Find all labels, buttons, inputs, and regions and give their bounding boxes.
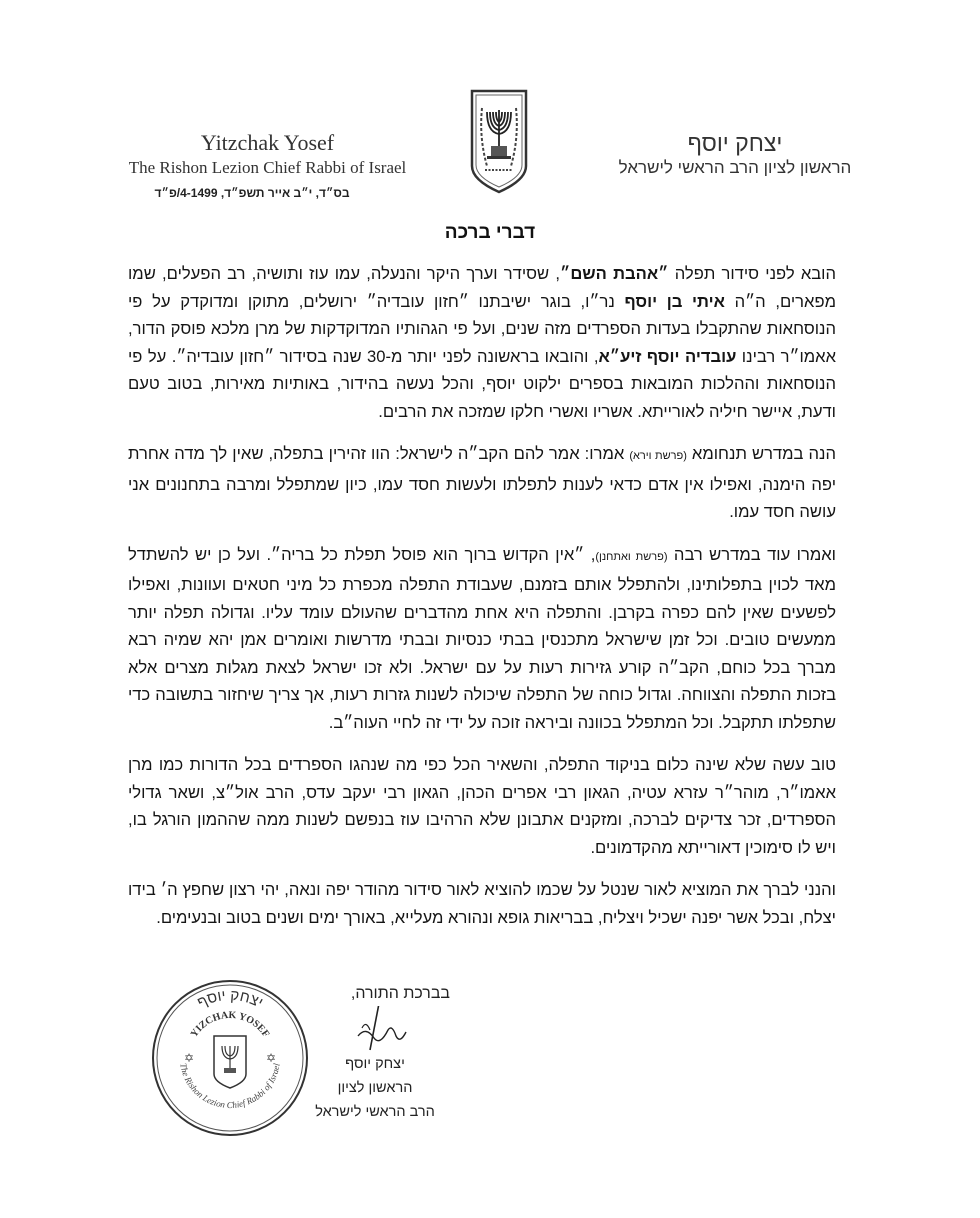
body-paragraph: הובא לפני סידור תפלה ״אהבת השם״, שסידר וערך היקר והנעלה, עמו עוז ותושיה, רב הפעלים, שמו מפארים, ה״ה איתי בן יוסף נר״ו, בוגר ישיבתנו ״חזון עובדיה״ ירושלים, מתוקן ומדוקדק על פי הנוסחאות שהתקבלו בעדות הספרדים מזה שנים, ועל פי הגהותיו המדוקדקות של מרן מלכא פוסק הדור, אאמו״ר רבינו עובדיה יוסף זיע״א, והובאו בראשונה לפני יותר מ-30 שנה בסידור ״חזון עובדיה״. על פי הנוסחאות וההלכות המובאות בספרים ילקוט יוסף, והכל נעשה בהידור, באותיות מאירות, בטוב טעם ודעת, איישר חיליה לאורייתא. אשריו ואשרי חלקו שמזכה את הרבים. [128,264,837,421]
svg-text:יצחק יוסף [195,987,266,1012]
svg-text:✡: ✡ [266,1051,277,1065]
letter-body [128,260,836,946]
body-paragraph: ואמרו עוד במדרש רבה (פרשת ואתחנן), ״אין הקדוש ברוך הוא פוסל תפלת כל בריה״. ועל כן יש להשתדל מאד לכוין בתפלותינו, ולהתפלל אותם בזמנם, שעבודת התפלה מכפרת כל מיני חטאים ועוונות, ואפילו לפשעים שאין להם כפרה בקרבן. והתפלה היא אחת מהדברים שהעולם עומד עליו. וגדולה תפלה יותר ממעשים טובים. וכל זמן שישראל מתכנסין בבתי כנסיות ובבתי מדרשות ואומרים אמן יהא שמיה רבא מברך בכל כוחם, הקב״ה קורע גזירות רעות על עם ישראל. ולא זכו ישראל לצאת מגלות מצרים אלא בזכות התפלה והצווחה. וגדול כוחה של התפלה שיכולה לשנות גזרות רעות, אך צריך שיחזור בתשובה כדי שתפלתו תתקבל. וכל המתפלל בכוונה וביראה זוכה על ידי זה לחיי העוה״ב. [128,544,836,732]
english-letterhead [110,130,425,178]
body-paragraph: הנה במדרש תנחומא (פרשת וירא) אמרו: אמר להם הקב״ה לישראל: הוו זהירין בתפלה, שאין לך מדה אחרת יפה הימנה, ואפילו אין אדם כדאי לענות לתפלתו ולעשות חסד עמו, כיון שמתפלל ומרבה בתחנונים אני עושה חסד עמו. [128,444,836,521]
svg-text:✡: ✡ [184,1051,195,1065]
signatory-title-1: הראשון לציון [337,1080,413,1096]
stamp-hebrew-name: יצחק יוסף [194,986,266,1012]
letterhead [0,88,980,198]
svg-text:The Rishon Lezion Chief Rabbi: The Rishon Lezion Chief Rabbi of Israel [178,1062,282,1111]
body-paragraph: טוב עשה שלא שינה כלום בניקוד התפלה, והשאיר הכל כפי מה שנהגו הספרדים בכל הדורות כמו מרן אאמו״ר, מוהר״ר עזרא עטיה, הגאון רבי אפרים הכהן, הגאון רבי יעקב עדס, הרב אול״צ, ושאר גדולי הספרדים, זכר צדיקים לברכה, ומזקנים אתבונן שלא הרהיבו עוז בנפשם לשנות ממה שההמון הורגל בו, ויש לו סימוכין דאורייתא מהקדמונים. [128,755,836,857]
english-name: Yitzchak Yosef [200,130,335,155]
hebrew-title: הראשון לציון הרב הראשי לישראל [618,158,852,177]
body-paragraph: והנני לברך את המוציא לאור שנטל על שכמו להוציא לאור סידור מהודר יפה ונאה, יהי רצון שחפץ ה׳ בידו יצלח, ובכל אשר יפנה ישכיל ויצליח, בבריאות גופא ונהורא מעלייא, באורך ימים ושנים בטוב ובנעימים. [128,880,836,927]
handwritten-signature-icon [300,1006,450,1052]
hebrew-name: יצחק יוסף [687,130,783,156]
official-stamp [150,978,310,1138]
signatory-name: יצחק יוסף [345,1056,405,1072]
closing-greeting: בברכת התורה, [350,985,450,1002]
reference-line: בס״ד, י״ב אייר תשפ״ד, 4-1499/פ״ד [154,186,350,200]
document-title: דברי ברכה [444,222,536,243]
hebrew-letterhead [585,130,885,178]
signatory-title-2: הרב הראשי לישראל [315,1104,435,1120]
signature-block [300,982,450,1124]
svg-text:YIZCHAK YOSEF [189,1010,271,1040]
israel-emblem-icon [469,88,529,196]
stamp-english-name: YIZCHAK YOSEF [188,1009,272,1040]
english-title: The Rishon Lezion Chief Rabbi of Israel [128,158,407,177]
